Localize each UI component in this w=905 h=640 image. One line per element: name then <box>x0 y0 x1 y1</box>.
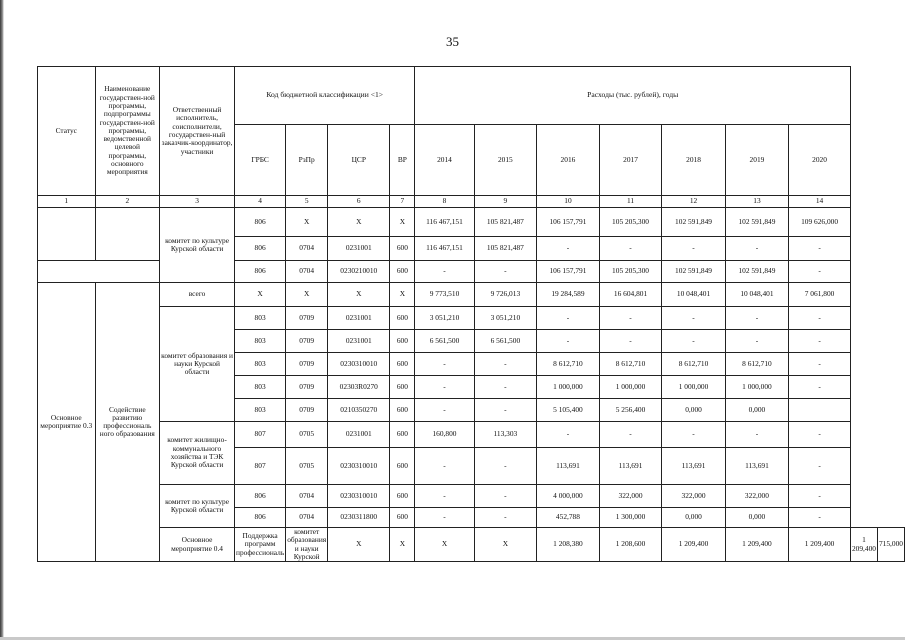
cell-rzpr: 0709 <box>286 330 328 353</box>
cell-2020: - <box>789 508 851 528</box>
cell-csr: 0230310010 <box>328 485 390 508</box>
cell-rzpr: X <box>286 283 328 307</box>
cell-2020: - <box>789 307 851 330</box>
header-budget-code: Код бюджетной классификации <1> <box>235 67 415 125</box>
cell-2017: - <box>599 330 662 353</box>
cell-grbs: 803 <box>235 399 286 422</box>
column-number: 6 <box>328 196 390 208</box>
cell-2018: 322,000 <box>662 485 725 508</box>
cell-grbs: 807 <box>235 422 286 448</box>
name-cell <box>95 208 160 261</box>
cell-2016: 4 000,000 <box>537 485 600 508</box>
cell-2014: 9 773,510 <box>415 283 474 307</box>
column-number: 10 <box>537 196 600 208</box>
cell-2020: - <box>789 237 851 261</box>
cell-2020: - <box>789 330 851 353</box>
cell-2019: 1 000,000 <box>725 376 788 399</box>
cell-grbs: 803 <box>235 376 286 399</box>
cell-grbs: X <box>235 283 286 307</box>
cell-2018: 1 209,400 <box>789 528 851 562</box>
cell-2020: 715,000 <box>877 528 904 562</box>
cell-2016: 113,691 <box>537 448 600 485</box>
cell-2017: 1 209,400 <box>725 528 788 562</box>
cell-2017: 105 205,300 <box>599 261 662 283</box>
header-program-name: Наименование государствен-ной программы, подпрограммы государствен-ной программы, ведомственной целевой программы, основного мероприятия <box>95 67 160 196</box>
column-number-row <box>38 196 905 208</box>
cell-2018: - <box>662 237 725 261</box>
cell-2019: 113,691 <box>725 448 788 485</box>
cell-2019: 1 209,400 <box>850 528 877 562</box>
header-year: 2019 <box>725 125 788 196</box>
header-expenses: Расходы (тыс. рублей), годы <box>415 67 851 125</box>
cell-grbs: 807 <box>235 448 286 485</box>
status-name-cell <box>38 261 160 283</box>
cell-2019: 10 048,401 <box>725 283 788 307</box>
cell-csr: 0230210010 <box>328 261 390 283</box>
status-cell <box>38 208 96 261</box>
cell-grbs: 803 <box>235 307 286 330</box>
cell-2014: - <box>415 508 474 528</box>
cell-2019: - <box>725 422 788 448</box>
cell-csr: 0231001 <box>328 237 390 261</box>
cell-csr: 0231001 <box>328 330 390 353</box>
header-year: 2017 <box>599 125 662 196</box>
cell-vr: 600 <box>390 448 415 485</box>
cell-vr: 600 <box>390 376 415 399</box>
cell-2018: - <box>662 422 725 448</box>
cell-2019: 0,000 <box>725 399 788 422</box>
cell-2015: - <box>474 399 537 422</box>
cell-2018: 8 612,710 <box>662 353 725 376</box>
cell-2018: - <box>662 330 725 353</box>
cell-csr: 0231001 <box>328 307 390 330</box>
cell-rzpr: 0705 <box>286 448 328 485</box>
executor-housing: комитет жилищно-коммунального хозяйства и ТЭК Курской области <box>160 422 235 485</box>
cell-2020: - <box>789 485 851 508</box>
cell-2014: 1 208,380 <box>537 528 600 562</box>
cell-rzpr: 0704 <box>286 485 328 508</box>
cell-2018: 10 048,401 <box>662 283 725 307</box>
column-number: 3 <box>160 196 235 208</box>
cell-vr: X <box>474 528 537 562</box>
cell-2014: 3 051,210 <box>415 307 474 330</box>
table-row <box>38 208 905 237</box>
cell-2016: 106 157,791 <box>537 261 600 283</box>
column-number: 1 <box>38 196 96 208</box>
executor-culture-2: комитет по культуре Курской области <box>160 485 235 528</box>
cell-csr: X <box>415 528 474 562</box>
header-year: 2014 <box>415 125 474 196</box>
cell-2017: 113,691 <box>599 448 662 485</box>
header-row-1 <box>38 67 905 125</box>
cell-2017: - <box>599 237 662 261</box>
cell-2016: 8 612,710 <box>537 353 600 376</box>
cell-2014: - <box>415 261 474 283</box>
header-year: 2018 <box>662 125 725 196</box>
cell-2016: - <box>537 237 600 261</box>
cell-2019: 8 612,710 <box>725 353 788 376</box>
cell-csr: 02303R0270 <box>328 376 390 399</box>
cell-2020: - <box>789 353 851 376</box>
cell-rzpr: 0709 <box>286 399 328 422</box>
page-number: 35 <box>446 34 459 49</box>
cell-2020: - <box>789 422 851 448</box>
cell-csr: 0230310010 <box>328 353 390 376</box>
cell-vr: 600 <box>390 307 415 330</box>
cell-2015: - <box>474 448 537 485</box>
cell-csr: 0230310010 <box>328 448 390 485</box>
header-grbs: ГРБС <box>235 125 286 196</box>
cell-2016: - <box>537 330 600 353</box>
cell-2017: 5 256,400 <box>599 399 662 422</box>
cell-2018: 113,691 <box>662 448 725 485</box>
cell-2020: 109 626,000 <box>789 208 851 237</box>
column-number: 14 <box>789 196 851 208</box>
cell-2019: - <box>725 237 788 261</box>
cell-2018: 1 000,000 <box>662 376 725 399</box>
table-row <box>38 307 905 330</box>
cell-2018: 0,000 <box>662 508 725 528</box>
cell-2014: 116 467,151 <box>415 208 474 237</box>
cell-2017: - <box>599 422 662 448</box>
cell-rzpr: 0709 <box>286 376 328 399</box>
cell-2016: 5 105,400 <box>537 399 600 422</box>
cell-2016: - <box>537 307 600 330</box>
cell-vr: 600 <box>390 422 415 448</box>
cell-rzpr: 0705 <box>286 422 328 448</box>
column-number: 7 <box>390 196 415 208</box>
cell-vr: X <box>390 208 415 237</box>
header-year: 2015 <box>474 125 537 196</box>
cell-grbs: 806 <box>235 508 286 528</box>
cell-rzpr: 0709 <box>286 307 328 330</box>
cell-2015: - <box>474 353 537 376</box>
executor-education-2: комитет образования и науки Курской <box>287 527 327 561</box>
cell-2015: 113,303 <box>474 422 537 448</box>
cell-vr: 600 <box>390 399 415 422</box>
column-number: 5 <box>286 196 328 208</box>
cell-2019: - <box>725 307 788 330</box>
cell-2015: - <box>474 485 537 508</box>
column-number: 12 <box>662 196 725 208</box>
cell-2015: - <box>474 508 537 528</box>
cell-2018: 0,000 <box>662 399 725 422</box>
event-name: Поддержка программ профессиональ <box>235 528 286 562</box>
column-number: 11 <box>599 196 662 208</box>
cell-2017: 105 205,300 <box>599 208 662 237</box>
cell-2017: - <box>599 307 662 330</box>
cell-2017: 1 000,000 <box>599 376 662 399</box>
cell-grbs: 803 <box>235 330 286 353</box>
cell-rzpr: 0709 <box>286 353 328 376</box>
cell-2014: - <box>415 353 474 376</box>
cell-2018: 102 591,849 <box>662 208 725 237</box>
cell-2018: 102 591,849 <box>662 261 725 283</box>
cell-2014: - <box>415 448 474 485</box>
table-row <box>38 422 905 448</box>
cell-2019: 0,000 <box>725 508 788 528</box>
cell-2019: 322,000 <box>725 485 788 508</box>
cell-vr: 600 <box>390 353 415 376</box>
column-number: 13 <box>725 196 788 208</box>
cell-2014: - <box>415 399 474 422</box>
cell-2014: - <box>415 485 474 508</box>
cell-vr: X <box>390 283 415 307</box>
cell-rzpr: X <box>286 208 328 237</box>
cell-csr: X <box>328 208 390 237</box>
table-row <box>38 485 905 508</box>
header-csr: ЦСР <box>328 125 390 196</box>
column-number: 4 <box>235 196 286 208</box>
table-row <box>38 528 905 562</box>
cell-2015: 3 051,210 <box>474 307 537 330</box>
cell-2020: - <box>789 448 851 485</box>
cell-grbs: 806 <box>235 237 286 261</box>
cell-2017: 322,000 <box>599 485 662 508</box>
header-executor: Ответственный исполнитель, соисполнители, государствен-ный заказчик-координатор, участники <box>160 67 235 196</box>
cell-2020: 7 061,800 <box>789 283 851 307</box>
cell-2017: 8 612,710 <box>599 353 662 376</box>
executor-culture: комитет по культуре Курской области <box>160 208 235 283</box>
cell-2019: 102 591,849 <box>725 261 788 283</box>
cell-2016: 1 000,000 <box>537 376 600 399</box>
cell-2020: - <box>789 261 851 283</box>
cell-2015: - <box>474 261 537 283</box>
cell-grbs: 806 <box>235 261 286 283</box>
cell-csr: 0230311800 <box>328 508 390 528</box>
cell-rzpr: X <box>390 528 415 562</box>
cell-2018: - <box>662 307 725 330</box>
cell-csr: 0231001 <box>328 422 390 448</box>
cell-2014: 160,800 <box>415 422 474 448</box>
cell-vr: 600 <box>390 508 415 528</box>
cell-2019: 102 591,849 <box>725 208 788 237</box>
cell-grbs: 803 <box>235 353 286 376</box>
executor-total: всего <box>160 283 235 307</box>
cell-vr: 600 <box>390 261 415 283</box>
cell-2017: 1 300,000 <box>599 508 662 528</box>
cell-2017: 16 604,801 <box>599 283 662 307</box>
cell-2016: 1 209,400 <box>662 528 725 562</box>
header-year: 2016 <box>537 125 600 196</box>
cell-2015: 105 821,487 <box>474 237 537 261</box>
column-number: 2 <box>95 196 160 208</box>
event-status: Основное мероприятие 0.4 <box>160 528 235 562</box>
event-status: Основное мероприятие 0.3 <box>38 283 96 562</box>
budget-table <box>37 66 905 562</box>
cell-2020: - <box>789 376 851 399</box>
cell-rzpr: 0704 <box>286 508 328 528</box>
cell-vr: 600 <box>390 330 415 353</box>
cell-2015: 1 208,600 <box>599 528 662 562</box>
cell-grbs: 806 <box>235 485 286 508</box>
cell-2016: 19 284,589 <box>537 283 600 307</box>
executor-education: комитет образования и науки Курской области <box>160 307 235 422</box>
cell-2016: 452,788 <box>537 508 600 528</box>
cell-csr: 0210350270 <box>328 399 390 422</box>
cell-rzpr: 0704 <box>286 261 328 283</box>
column-number: 9 <box>474 196 537 208</box>
header-year: 2020 <box>789 125 851 196</box>
cell-2015: 6 561,500 <box>474 330 537 353</box>
cell-2015: 9 726,013 <box>474 283 537 307</box>
header-vr: ВР <box>390 125 415 196</box>
cell-2014: 116 467,151 <box>415 237 474 261</box>
cell-2016: - <box>537 422 600 448</box>
cell-2019: - <box>725 330 788 353</box>
cell-rzpr: 0704 <box>286 237 328 261</box>
cell-2020 <box>789 399 851 422</box>
cell-vr: 600 <box>390 237 415 261</box>
cell-grbs: X <box>328 528 390 562</box>
cell-vr: 600 <box>390 485 415 508</box>
header-rzpr: РзПр <box>286 125 328 196</box>
cell-grbs: 806 <box>235 208 286 237</box>
cell-2014: 6 561,500 <box>415 330 474 353</box>
cell-2016: 106 157,791 <box>537 208 600 237</box>
cell-2015: 105 821,487 <box>474 208 537 237</box>
cell-2014: - <box>415 376 474 399</box>
cell-2015: - <box>474 376 537 399</box>
scan-edge <box>0 0 4 640</box>
header-status: Статус <box>38 67 96 196</box>
table-row <box>38 283 905 307</box>
cell-csr: X <box>328 283 390 307</box>
column-number: 8 <box>415 196 474 208</box>
event-name: Содействие развитию профессиональ ного образования <box>95 283 160 562</box>
